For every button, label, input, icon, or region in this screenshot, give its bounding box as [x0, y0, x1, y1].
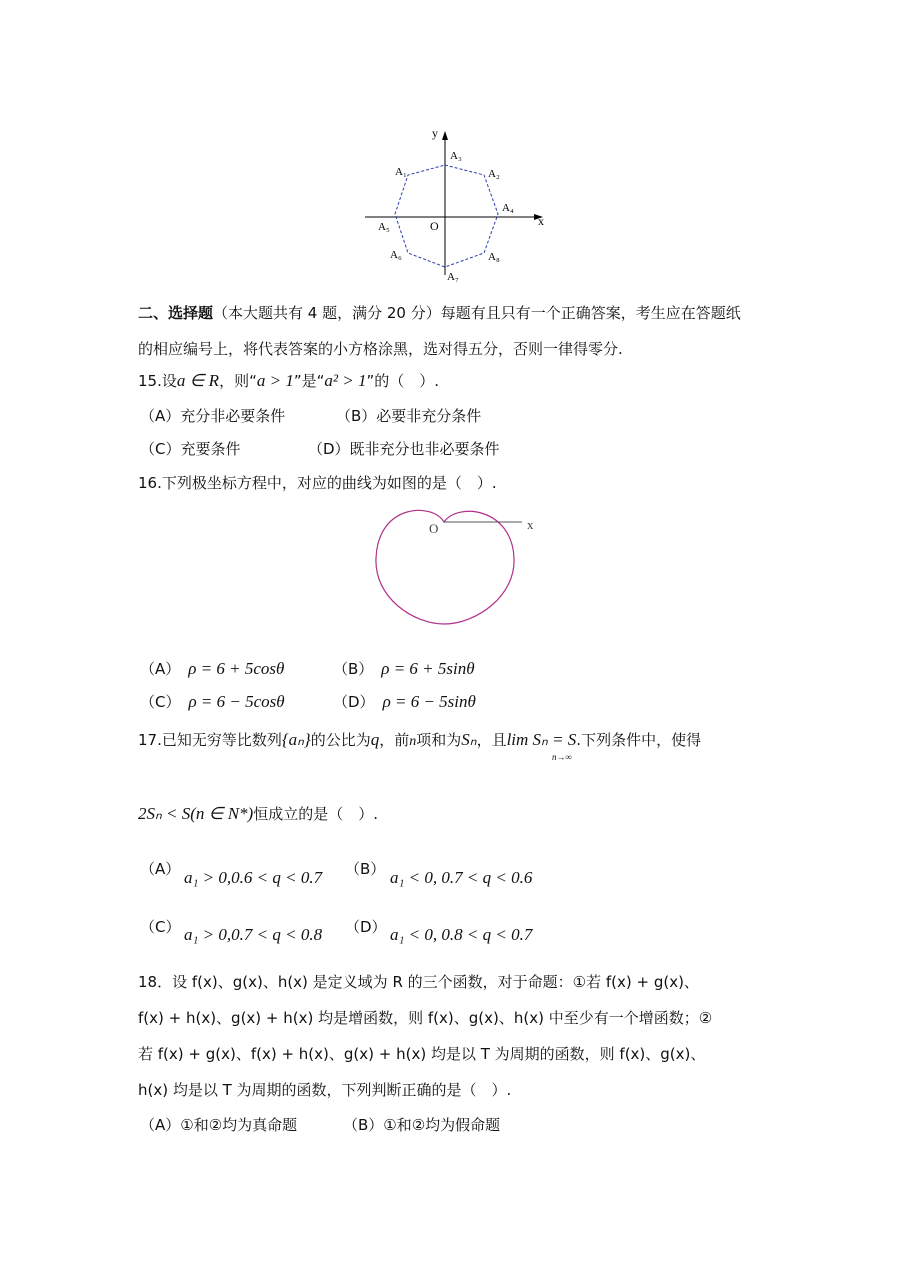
q17-text-4: 项和为: [416, 731, 462, 749]
q18-line2: f(x) + h(x)、g(x) + h(x) 均是增函数，则 f(x)、g(x)、h(x) 中至少有一个增函数；②: [138, 1009, 713, 1027]
q16-option-d-label: （D）: [333, 693, 375, 711]
axis-label-x: x: [538, 214, 544, 228]
q18-line4: h(x) 均是以 T 为周期的函数，下列判断正确的是（ ）.: [138, 1081, 512, 1099]
section-heading-line: [138, 302, 741, 323]
vertex-label-a8: A₈: [488, 251, 500, 263]
vertex-label-a1: A₁: [395, 166, 407, 178]
q18-line3: 若 f(x) + g(x)、f(x) + h(x)、g(x) + h(x) 均是以 T 为周期的函数，则 f(x)、g(x)、: [138, 1045, 706, 1063]
q16-option-c-math: ρ = 6 − 5cosθ: [188, 692, 285, 711]
q17-text-7: 恒成立的是（ ）.: [253, 805, 378, 823]
q16-option-d: [333, 691, 476, 712]
q15-math-cond2: a² > 1: [324, 371, 367, 390]
q15-option-a: （A）充分非必要条件: [140, 407, 286, 425]
q16-option-a-label: （A）: [140, 660, 181, 678]
q15-option-c: （C）充要条件: [140, 440, 241, 458]
q15-math-set: a ∈ R: [176, 371, 220, 390]
q17-stem-line2: [138, 803, 378, 824]
vertex-label-a2: A₂: [488, 168, 500, 180]
q17-math-condition: 2Sₙ < S(n ∈ N*): [138, 804, 254, 823]
q17-option-d-math: a₁ < 0, 0.8 < q < 0.7: [390, 925, 533, 944]
vertex-label-a3: A₃: [450, 150, 462, 162]
vertex-label-a6: A₆: [390, 249, 402, 261]
q15-text-2: ”是“: [293, 372, 325, 390]
cardioid-axis-label: x: [527, 517, 534, 532]
q16-option-c-label: （C）: [140, 693, 181, 711]
q15-text-1: ，则“: [219, 372, 257, 390]
q17-text-6: .下列条件中，使得: [576, 731, 702, 749]
q17-stem-line1: [138, 729, 701, 750]
section-note-1: （本大题共有 4 题，满分 20 分）每题有且只有一个正确答案，考生应在答题纸: [213, 304, 741, 322]
q15-option-d: （D）既非充分也非必要条件: [308, 440, 500, 458]
q16-option-d-math: ρ = 6 − 5sinθ: [382, 692, 476, 711]
q16-option-a: [140, 658, 284, 679]
q16-option-b-label: （B）: [333, 660, 374, 678]
q17-text-5: ，且: [476, 731, 507, 749]
q15-stem: [138, 370, 439, 391]
vertex-label-a4: A₄: [502, 202, 514, 214]
q17-option-a-math: a₁ > 0,0.6 < q < 0.7: [184, 868, 323, 887]
q15-text-3: ”的（ ）.: [366, 372, 439, 390]
q17-math-ratio: q: [370, 730, 380, 749]
y-axis-arrow: [442, 131, 448, 140]
q16-option-b: [333, 658, 475, 679]
section-heading: 二、选择题: [138, 304, 214, 322]
q17-option-c-math: a₁ > 0,0.7 < q < 0.8: [184, 925, 323, 944]
cardioid-curve: [376, 510, 514, 624]
q17-limit-subscript: n→∞: [552, 752, 572, 762]
q17-math-sum: Sₙ: [461, 730, 477, 749]
q15-prefix: 15.设: [138, 372, 177, 390]
q17-option-c-label: （C）: [140, 918, 181, 936]
vertex-label-a5: A₅: [378, 221, 390, 233]
q17-text-3: ，前: [379, 731, 410, 749]
axis-label-y: y: [432, 126, 438, 140]
q16-option-a-math: ρ = 6 + 5cosθ: [188, 659, 285, 678]
q17-option-b-math: a₁ < 0, 0.7 < q < 0.6: [390, 868, 533, 887]
origin-label: O: [430, 219, 439, 233]
q15-option-b: （B）必要非充分条件: [336, 407, 482, 425]
q18-option-a: （A）①和②均为真命题: [140, 1116, 298, 1134]
octagon: [395, 165, 498, 267]
section-note-2: 的相应编号上，将代表答案的小方格涂黑，选对得五分，否则一律得零分.: [138, 340, 623, 358]
q17-text-1: 17.已知无穷等比数列: [138, 731, 282, 749]
q17-math-sequence: {aₙ}: [281, 730, 311, 749]
q16-stem: 16.下列极坐标方程中，对应的曲线为如图的是（ ）.: [138, 474, 497, 492]
vertex-label-a7: A₇: [447, 271, 459, 283]
q17-option-a-label: （A）: [140, 860, 181, 878]
q15-math-cond1: a > 1: [256, 371, 294, 390]
q17-math-n: n: [409, 734, 417, 749]
q18-option-b: （B）①和②均为假命题: [343, 1116, 501, 1134]
q17-math-limit: lim Sₙ = S: [506, 730, 577, 749]
q17-option-d-label: （D）: [345, 918, 387, 936]
q16-option-b-math: ρ = 6 + 5sinθ: [381, 659, 475, 678]
q18-line1: 18．设 f(x)、g(x)、h(x) 是定义域为 R 的三个函数，对于命题：①若 f(x) + g(x)、: [138, 973, 699, 991]
cardioid-origin-label: O: [429, 521, 439, 536]
octagon-figure: [360, 125, 550, 285]
cardioid-figure: [370, 500, 550, 630]
q17-option-b-label: （B）: [345, 860, 386, 878]
q17-text-2: 的公比为: [310, 731, 371, 749]
q16-option-c: [140, 691, 285, 712]
